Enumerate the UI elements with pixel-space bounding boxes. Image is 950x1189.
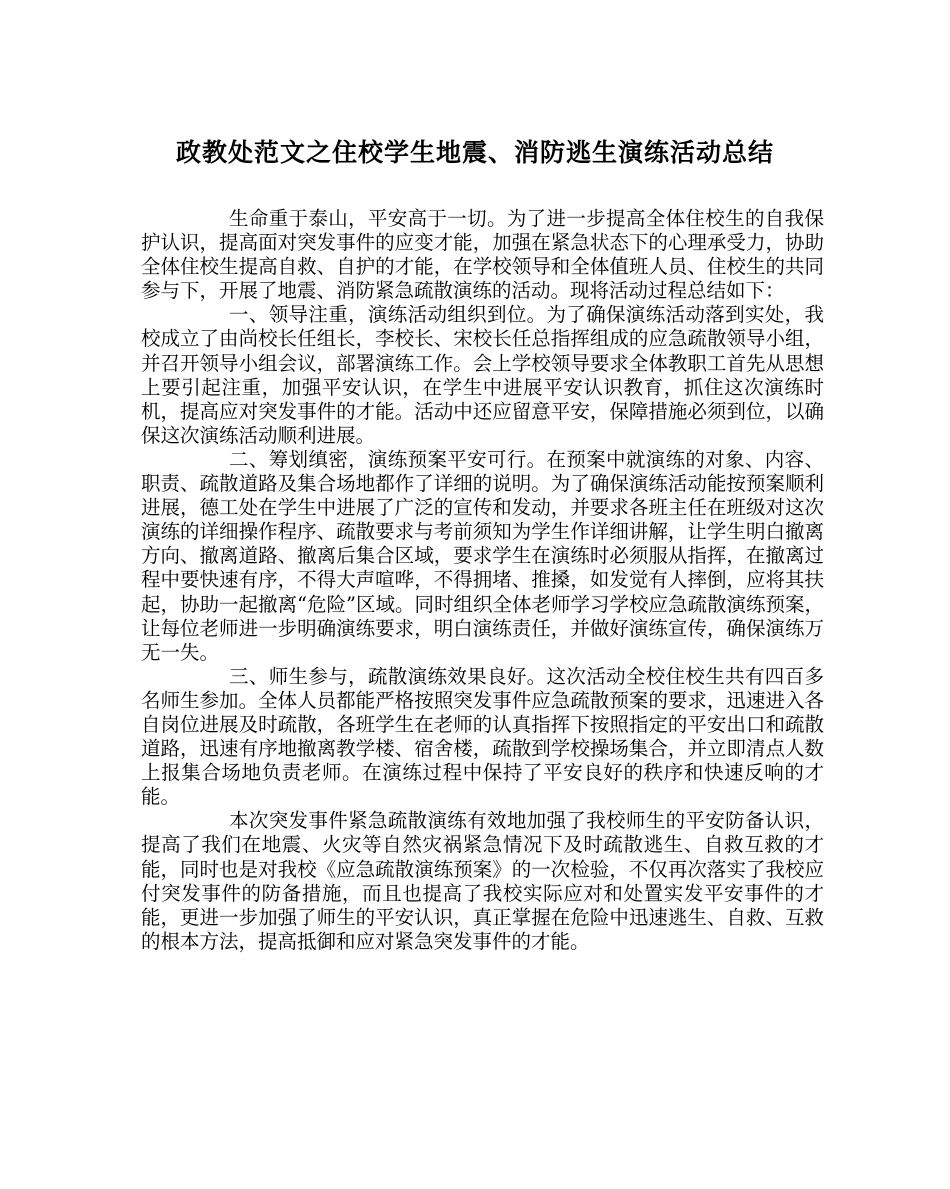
document-body [141, 207, 824, 954]
paragraph-planning: 二、筹划缜密，演练预案平安可行。在预案中就演练的对象、内容、职责、疏散道路及集合场地都作了详细的说明。为了确保演练活动能按预案顺利进展，德工处在学生中进展了广泛的宣传和发动，并要求各班主任在班级对这次演练的详细操作程序、疏散要求与考前须知为学生作详细讲解，让学生明白撤离方向、撤离道路、撤离后集合区域，要求学生在演练时必须服从指挥，在撤离过程中要快速有序，不得大声喧哗，不得拥堵、推搡，如发觉有人摔倒，应将其扶起，协助一起撤离“危险”区域。同时组织全体老师学习学校应急疏散演练预案，让每位老师进一步明确演练要求，明白演练责任，并做好演练宣传，确保演练万无一失。 [141, 447, 824, 664]
document-title: 政教处范文之住校学生地震、消防逃生演练活动总结 [175, 138, 774, 167]
paragraph-conclusion: 本次突发事件紧急疏散演练有效地加强了我校师生的平安防备认识，提高了我们在地震、火灾等自然灾祸紧急情况下及时疏散逃生、自救互救的才能，同时也是对我校《应急疏散演练预案》的一次检验，不仅再次落实了我校应付突发事件的防备措施，而且也提高了我校实际应对和处置实发平安事件的才能，更进一步加强了师生的平安认识，真正掌握在危险中迅速逃生、自救、互救的根本方法，提高抵御和应对紧急突发事件的才能。 [141, 809, 824, 953]
paragraph-leadership: 一、领导注重，演练活动组织到位。为了确保演练活动落到实处，我校成立了由尚校长任组长，李校长、宋校长任总指挥组成的应急疏散领导小组，并召开领导小组会议，部署演练工作。会上学校领导要求全体教职工首先从思想上要引起注重，加强平安认识，在学生中进展平安认识教育，抓住这次演练时机，提高应对突发事件的才能。活动中还应留意平安，保障措施必须到位，以确保这次演练活动顺利进展。 [141, 303, 824, 447]
paragraph-intro: 生命重于泰山，平安高于一切。为了进一步提高全体住校生的自我保护认识，提高面对突发事件的应变才能，加强在紧急状态下的心理承受力，协助全体住校生提高自救、自护的才能，在学校领导和全体值班人员、住校生的共同参与下，开展了地震、消防紧急疏散演练的活动。现将活动过程总结如下： [141, 207, 824, 303]
paragraph-participation: 三、师生参与，疏散演练效果良好。这次活动全校住校生共有四百多名师生参加。全体人员都能严格按照突发事件应急疏散预案的要求，迅速进入各自岗位进展及时疏散，各班学生在老师的认真指挥下按照指定的平安出口和疏散道路，迅速有序地撤离教学楼、宿舍楼，疏散到学校操场集合，并立即清点人数上报集合场地负责老师。在演练过程中保持了平安良好的秩序和快速反响的才能。 [141, 664, 824, 809]
